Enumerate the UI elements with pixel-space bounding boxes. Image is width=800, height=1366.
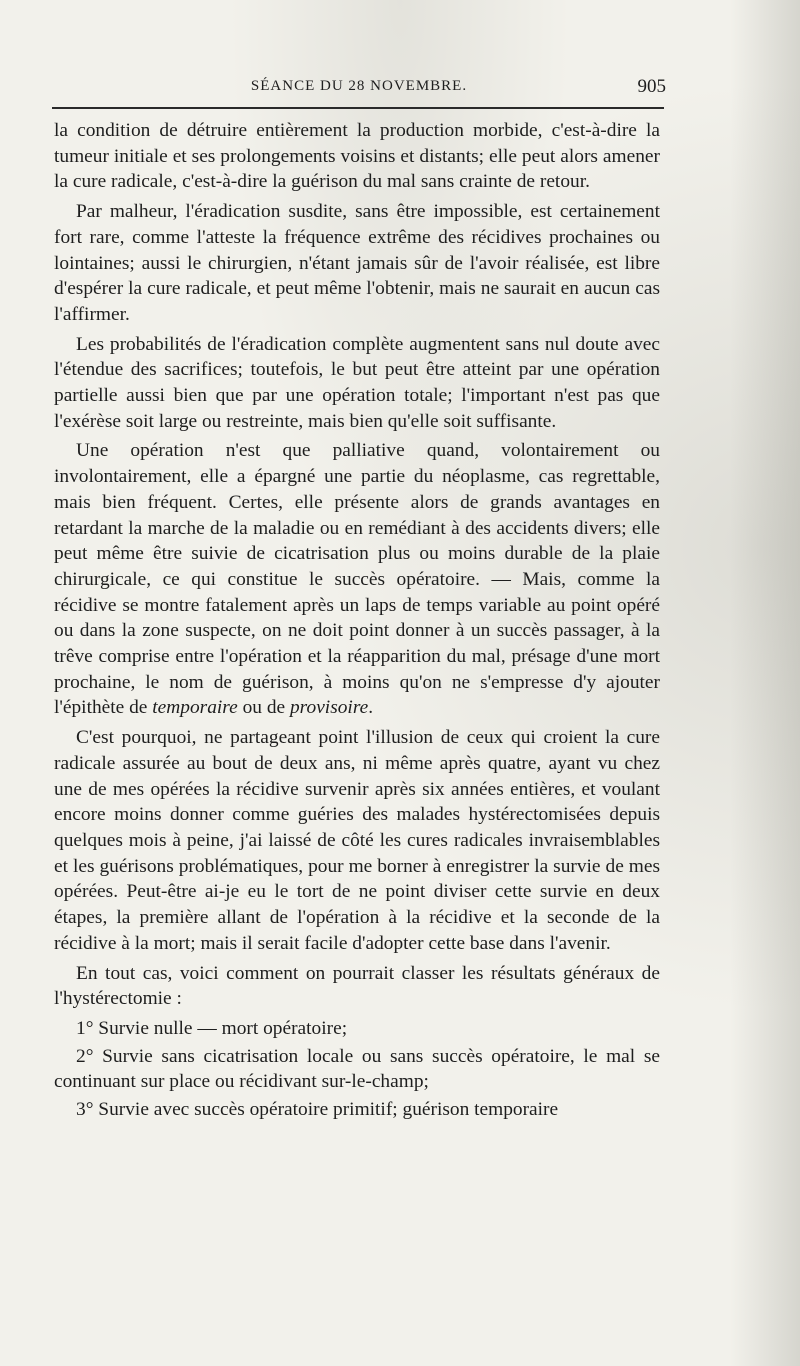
paragraph-4 (54, 438, 660, 721)
paragraph-5: C'est pourquoi, ne partageant point l'illusion de ceux qui croient la cure radicale assurée au bout de deux ans, ni même après quatre, ayant vu chez une de mes opérées la récidive survenir après six années entières, et voulant encore moins donner comme guéries des malades hystérectomisées depuis quelques mois à peine, j'ai laissé de côté les cures radicales invraisemblables et les guérisons problématiques, pour me borner à enregistrer la survie de mes opérées. Peut-être ai-je eu le tort de ne point diviser cette survie en deux étapes, la première allant de l'opération à la récidive et la seconde de la récidive à la mort; mais il serait facile d'adopter cette base dans l'avenir. (54, 727, 660, 954)
term-provisoire: provisoire (289, 697, 369, 719)
term-temporaire: temporaire (152, 697, 238, 719)
page-number: 905 (637, 76, 666, 97)
paragraph-6: En tout cas, voici comment on pourrait classer les résultats généraux de l'hystérectomie : (54, 962, 660, 1010)
paragraph-4-end: . (368, 697, 374, 719)
paragraph-3: Les probabilités de l'éradication complète augmentent sans nul doute avec l'étendue des sacrifices; toutefois, le but peut être atteint par une opération partielle aussi bien que par une opération totale; l'important n'est pas que l'exérèse soit large ou restreinte, mais bien qu'elle soit suffisante. (54, 333, 660, 432)
paragraph-2: Par malheur, l'éradication susdite, sans être impossible, est certainement fort rare, comme l'atteste la fréquence extrême des récidives prochaines ou lointaines; aussi le chirurgien, n'étant jamais sûr de l'avoir réalisée, est libre d'espérer la cure radicale, et peut même l'obtenir, mais ne saurait en aucun cas l'affirmer. (54, 201, 660, 325)
page-edge-shadow (730, 0, 800, 1366)
list-item-3: 3° Survie avec succès opératoire primitif; guérison temporaire (76, 1099, 559, 1121)
list-item-1: 1° Survie nulle — mort opératoire; (76, 1017, 348, 1039)
header-rule (52, 107, 664, 109)
paragraph-1: la condition de détruire entièrement la production morbide, c'est-à-dire la tumeur initiale et ses prolongements voisins et distants; elle peut alors amener la cure radicale, c'est-à-dire la guérison du mal sans crainte de retour. (54, 120, 660, 193)
running-title: SÉANCE DU 28 NOVEMBRE. (250, 78, 468, 94)
paragraph-4-text: Une opération n'est que palliative quand, volontairement ou involontairement, elle a épargné une partie du néoplasme, cas regrettable, mais bien fréquent. Certes, elle présente alors de grands avantages en retardant la marche de la maladie ou en remédiant à des accidents divers; elle peut même être suivie de cicatrisation plus ou moins durable de la plaie chirurgicale, ce qui constitue le succès opératoire. — Mais, comme la récidive se montre fatalement après un laps de temps variable au point opéré ou dans la zone suspecte, on ne doit point donner à un succès passager, à la trêve comprise entre l'opération et la réapparition du mal, présage d'une mort prochaine, le nom de guérison, à moins qu'on ne s'empresse d'y ajouter l'épithète de (54, 440, 660, 719)
list-item-2: 2° Survie sans cicatrisation locale ou sans succès opératoire, le mal se continuant sur place ou récidivant sur-le-champ; (54, 1045, 660, 1093)
body-text (54, 118, 660, 1125)
running-head (52, 76, 666, 100)
paragraph-4-conjunction: ou de (242, 697, 286, 719)
